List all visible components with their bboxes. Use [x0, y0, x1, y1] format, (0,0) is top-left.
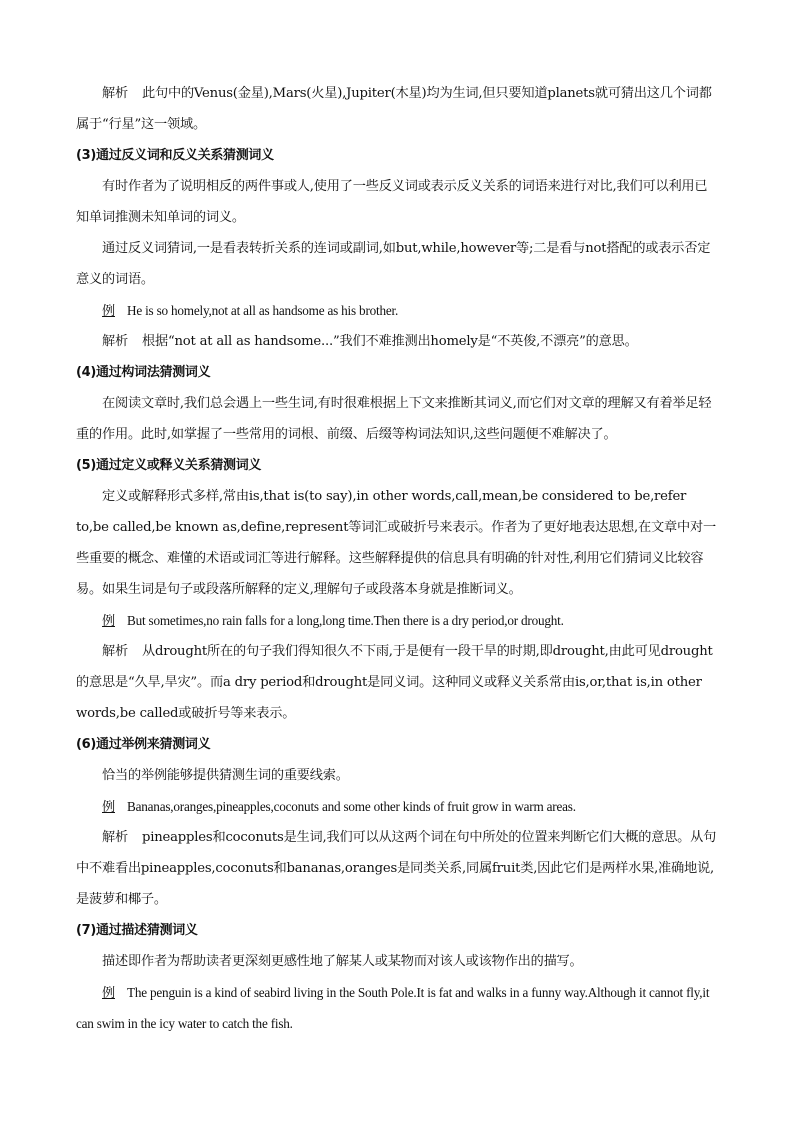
- analysis-text: 此句中的Venus(金星),Mars(火星),Jupiter(木星)均为生词,但只要知道planets就可猜出这几个词都属于“行星”这一领域。: [76, 86, 712, 132]
- body-paragraph: 描述即作者为帮助读者更深刻更感性地了解某人或某物而对该人或该物作出的描写。: [102, 954, 583, 969]
- analysis-text: 根据“not at all as handsome...”我们不难推测出homely是“不英俊,不漂亮”的意思。: [141, 334, 638, 349]
- analysis-label: 解析: [102, 644, 128, 659]
- example-paragraph: [76, 791, 720, 822]
- analysis-paragraph: [76, 326, 720, 357]
- analysis-text: pineapples和coconuts是生词,我们可以从这两个词在句中所处的位置来判断它们大概的意思。从句中不难看出pineapples,coconuts和bananas,oranges是同类关系,同属fruit类,因此它们是两样水果,准确地说,是菠萝和椰子。: [76, 830, 717, 907]
- body-paragraph: 通过反义词猜词,一是看表转折关系的连词或副词,如but,while,however等;二是看与not搭配的或表示否定意义的词语。: [76, 241, 711, 287]
- example-label: 例: [102, 613, 115, 628]
- analysis-label: 解析: [102, 334, 128, 349]
- example-text: But sometimes,no rain falls for a long,long time.Then there is a dry period,or drought.: [127, 613, 564, 628]
- example-paragraph: [76, 605, 720, 636]
- analysis-label: 解析: [102, 830, 128, 845]
- section-heading-4: (4)通过构词法猜测词义: [76, 365, 211, 380]
- section-heading-3: (3)通过反义词和反义关系猜测词义: [76, 148, 274, 163]
- example-paragraph: [76, 295, 720, 326]
- body-paragraph: 有时作者为了说明相反的两件事或人,使用了一些反义词或表示反义关系的词语来进行对比,我们可以利用已知单词推测未知单词的词义。: [76, 179, 708, 225]
- section-heading-6: (6)通过举例来猜测词义: [76, 737, 211, 752]
- analysis-paragraph: [76, 822, 720, 915]
- example-text: Bananas,oranges,pineapples,coconuts and some other kinds of fruit grow in warm areas.: [127, 799, 576, 814]
- section-heading-5: (5)通过定义或释义关系猜测词义: [76, 458, 262, 473]
- body-paragraph: 在阅读文章时,我们总会遇上一些生词,有时很难根据上下文来推断其词义,而它们对文章的理解又有着举足轻重的作用。此时,如掌握了一些常用的词根、前缀、后缀等构词法知识,这些问题便不难解决了。: [76, 396, 712, 442]
- body-paragraph: 定义或解释形式多样,常由is,that is(to say),in other words,call,mean,be considered to be,refer to,be called,be known as,define,represent等词汇或破折号来表示。作者为了更好地表达思想,在文章中对一些重要的概念、难懂的术语或词汇等进行解释。这些解释提供的信息具有明确的针对性,利用它们猜词义比较容易。如果生词是句子或段落所解释的定义,理解句子或段落本身就是推断词义。: [76, 489, 716, 597]
- analysis-label: 解析: [102, 86, 128, 101]
- document-body: [76, 78, 720, 1039]
- example-text: He is so homely,not at all as handsome as his brother.: [127, 303, 399, 318]
- example-label: 例: [102, 799, 115, 814]
- example-label: 例: [102, 303, 115, 318]
- body-paragraph: 恰当的举例能够提供猜测生词的重要线索。: [102, 768, 349, 783]
- example-paragraph: [76, 977, 720, 1039]
- example-label: 例: [102, 985, 115, 1000]
- analysis-paragraph: [76, 636, 720, 729]
- section-heading-7: (7)通过描述猜测词义: [76, 923, 198, 938]
- example-text: The penguin is a kind of seabird living in the South Pole.It is fat and walks in a funny way.Although it cannot fly,it can swim in the icy water to catch the fish.: [76, 985, 710, 1031]
- analysis-text: 从drought所在的句子我们得知很久不下雨,于是便有一段干旱的时期,即drought,由此可见drought的意思是“久旱,旱灾”。而a dry period和drought是同义词。这种同义或释义关系常由is,or,that is,in other words,be called或破折号等来表示。: [76, 644, 713, 721]
- analysis-paragraph: [76, 78, 720, 140]
